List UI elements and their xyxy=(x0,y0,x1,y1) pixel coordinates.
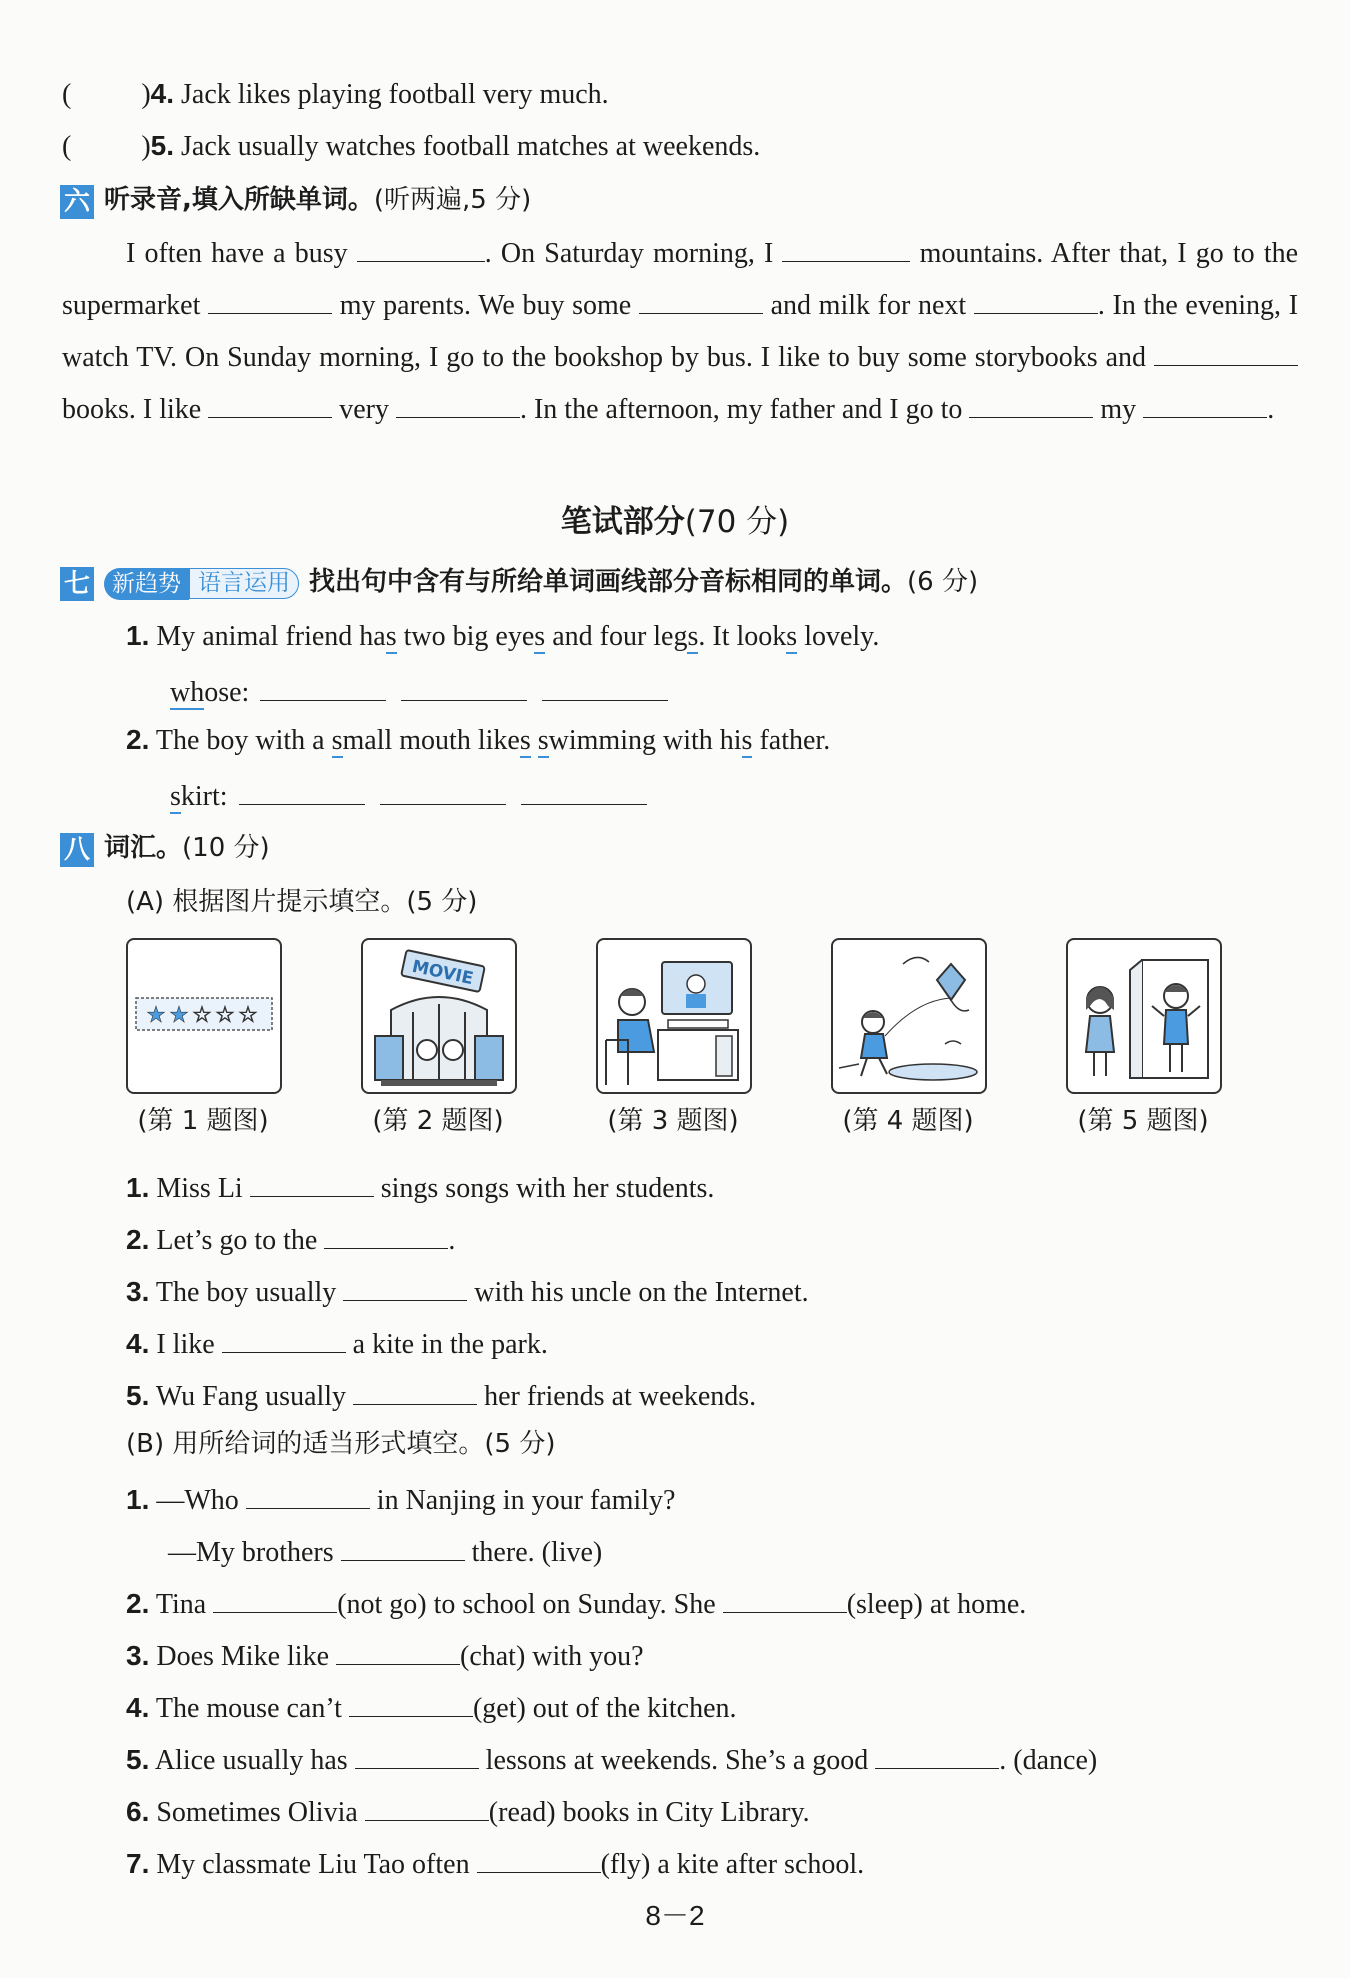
section-6-passage xyxy=(62,228,1298,436)
answer-blank[interactable] xyxy=(477,1842,601,1873)
section-7-heading xyxy=(60,562,978,602)
passage-text: mountains. After xyxy=(919,238,1110,269)
vocab-a-item-2 xyxy=(126,1218,455,1261)
answer-blank[interactable] xyxy=(213,1582,337,1613)
language-use-tag: 语言运用 xyxy=(189,568,299,599)
sentence-text: lovely. xyxy=(797,621,880,652)
item-text: with his uncle on the Internet. xyxy=(474,1277,809,1308)
underlined-letter: s xyxy=(534,621,546,652)
answer-blank[interactable] xyxy=(349,1686,473,1717)
girl-flying-kite-image xyxy=(833,940,985,1092)
item-number: 5. xyxy=(150,130,175,161)
boy-at-computer-image xyxy=(598,940,750,1092)
passage-text: and milk for xyxy=(770,290,911,321)
sentence-text xyxy=(531,725,538,756)
answer-blank[interactable] xyxy=(336,1634,460,1665)
paren-close: ) xyxy=(141,79,151,110)
vocab-a-item-3 xyxy=(126,1270,809,1313)
section-title: 听录音,填入所缺单词。 xyxy=(104,185,374,215)
item-text: lessons at weekends. She’s a good xyxy=(485,1745,869,1776)
item-text: Wu Fang usually xyxy=(155,1381,347,1412)
passage-text: next xyxy=(918,290,967,321)
item-text: Sometimes Olivia xyxy=(156,1797,358,1828)
item-number: 2. xyxy=(126,724,150,755)
answer-blank[interactable] xyxy=(969,387,1093,418)
item-text: —My brothers xyxy=(168,1537,334,1568)
answer-blank[interactable] xyxy=(723,1582,847,1613)
picture-5-visit xyxy=(1066,938,1222,1094)
item-text: Miss Li xyxy=(156,1173,243,1204)
answer-blank[interactable] xyxy=(343,1270,467,1301)
section-badge: 八 xyxy=(60,833,94,867)
paren-open: ( xyxy=(62,79,72,110)
item-text: (read) books in City Library. xyxy=(488,1797,810,1828)
item-number: 3. xyxy=(126,1640,150,1671)
underlined-letter: s xyxy=(786,621,798,652)
item-number: 4. xyxy=(150,78,175,109)
phonics-question-2 xyxy=(126,720,830,761)
picture-2-cinema xyxy=(361,938,517,1094)
section-badge: 七 xyxy=(60,567,94,601)
item-text: . (dance) xyxy=(999,1745,1098,1776)
picture-3-computer xyxy=(596,938,752,1094)
section-badge: 六 xyxy=(60,185,94,219)
phonics-question-1 xyxy=(126,616,879,657)
answer-blank[interactable] xyxy=(208,283,332,314)
answer-blank[interactable] xyxy=(222,1322,346,1353)
caption-5: (第 5 题图) xyxy=(1077,1106,1209,1136)
item-text: Alice usually has xyxy=(154,1745,348,1776)
caption-3: (第 3 题图) xyxy=(607,1106,739,1136)
key-word: ose: xyxy=(204,677,250,708)
answer-blank[interactable] xyxy=(365,1790,489,1821)
underlined-letter: s xyxy=(170,781,181,812)
answer-blank[interactable] xyxy=(239,774,365,805)
item-text: in Nanjing in your family? xyxy=(376,1485,676,1516)
item-number: 1. xyxy=(126,1484,150,1515)
section-score: (10 分) xyxy=(182,833,270,863)
underlined-letter: s xyxy=(331,725,343,756)
answer-blank[interactable] xyxy=(353,1374,477,1405)
cinema-image xyxy=(363,940,515,1092)
passage-text: my xyxy=(1100,394,1137,425)
answer-blank[interactable] xyxy=(974,283,1098,314)
sentence-text: father. xyxy=(752,725,831,756)
section-title: 词汇。 xyxy=(104,833,183,863)
item-text: Let’s go to the xyxy=(156,1225,318,1256)
item-text: Jack usually watches football matches at weekends. xyxy=(181,131,761,162)
item-number: 4. xyxy=(126,1328,150,1359)
answer-blank[interactable] xyxy=(380,774,506,805)
sentence-text: My animal friend ha xyxy=(156,621,386,652)
tf-item-5 xyxy=(62,126,760,167)
vocab-a-item-4 xyxy=(126,1322,548,1365)
svg-text:☆: ☆ xyxy=(238,1003,258,1028)
girls-at-door-image xyxy=(1068,940,1220,1092)
sentence-text: two big eye xyxy=(396,621,535,652)
answer-blank[interactable] xyxy=(401,670,527,701)
item-number: 4. xyxy=(126,1692,150,1723)
vocab-b-item-1-reply xyxy=(168,1530,602,1573)
item-text: Does Mike like xyxy=(156,1641,329,1672)
item-text: . xyxy=(448,1225,456,1256)
item-text: (fly) a kite after school. xyxy=(600,1849,865,1880)
passage-text: . In the afternoon, my father and I go to xyxy=(519,394,963,425)
written-part-title xyxy=(0,496,1350,541)
tf-item-4 xyxy=(62,74,609,115)
svg-text:★: ★ xyxy=(146,1003,166,1028)
answer-blank[interactable] xyxy=(355,1738,479,1769)
passage-text: that, I go to the supermarket xyxy=(62,238,1299,321)
underlined-letter: s xyxy=(385,621,397,652)
underlined-letter: s xyxy=(687,621,699,652)
sentence-text: The boy with a xyxy=(155,725,332,756)
passage-text: books. I like xyxy=(62,394,202,425)
item-text: her friends at weekends. xyxy=(484,1381,757,1412)
underlined-letter: s xyxy=(519,725,531,756)
passage-text: my parents. We buy some xyxy=(339,290,632,321)
vocab-b-item-3 xyxy=(126,1634,644,1677)
item-text: (sleep) at home. xyxy=(846,1589,1027,1620)
item-number: 2. xyxy=(126,1588,150,1619)
page-number: 8－2 xyxy=(645,1900,705,1931)
item-number: 6. xyxy=(126,1796,150,1827)
star-rating-image xyxy=(128,940,280,1092)
item-number: 3. xyxy=(126,1276,150,1307)
answer-blank[interactable] xyxy=(782,231,910,262)
answer-blank[interactable] xyxy=(1154,335,1298,366)
item-text: The mouse can’t xyxy=(155,1693,342,1724)
passage-text: . In the evening, I watch TV. On Sunday morning, I go to the bookshop xyxy=(62,290,1299,373)
written-title: 笔试部分 xyxy=(560,504,685,540)
item-number: 7. xyxy=(126,1848,150,1879)
part-b-instruction: (B) 用所给词的适当形式填空。(5 分) xyxy=(126,1429,556,1459)
sentence-text: mall mouth like xyxy=(342,725,520,756)
answer-blank[interactable] xyxy=(396,387,520,418)
item-number: 1. xyxy=(126,620,150,651)
vocab-b-item-1 xyxy=(126,1478,675,1521)
item-text: (get) out of the kitchen. xyxy=(472,1693,737,1724)
item-text: (not go) to school on Sunday. She xyxy=(337,1589,716,1620)
answer-blank[interactable] xyxy=(324,1218,448,1249)
vocab-b-item-7 xyxy=(126,1842,864,1885)
vocab-b-item-5 xyxy=(126,1738,1097,1781)
item-text: Jack likes playing football very much. xyxy=(181,79,609,110)
item-number: 2. xyxy=(126,1224,150,1255)
part-a-instruction: (A) 根据图片提示填空。(5 分) xyxy=(126,887,478,917)
answer-blank[interactable] xyxy=(246,1478,370,1509)
picture-1-stars xyxy=(126,938,282,1094)
section-score: (听两遍,5 分) xyxy=(373,185,532,215)
phonics-answer-1 xyxy=(170,670,668,713)
item-text: there. (live) xyxy=(471,1537,603,1568)
vocab-a-item-5 xyxy=(126,1374,756,1417)
passage-text: by bus. I like to buy some storybooks and xyxy=(670,342,1147,373)
answer-blank[interactable] xyxy=(521,774,647,805)
answer-blank[interactable] xyxy=(1143,387,1267,418)
sentence-text: and four leg xyxy=(545,621,688,652)
item-text: Tina xyxy=(155,1589,207,1620)
vocab-b-item-4 xyxy=(126,1686,737,1729)
paren-close: ) xyxy=(141,131,151,162)
item-number: 5. xyxy=(126,1380,150,1411)
phonics-answer-2 xyxy=(170,774,647,817)
item-number: 5. xyxy=(126,1744,150,1775)
item-text: a kite in the park. xyxy=(352,1329,548,1360)
item-text: (chat) with you? xyxy=(460,1641,644,1672)
movie-sign: MOVIE xyxy=(410,956,475,990)
item-number: 1. xyxy=(126,1172,150,1203)
answer-blank[interactable] xyxy=(341,1530,465,1561)
written-score: (70 分) xyxy=(684,504,790,540)
answer-blank[interactable] xyxy=(357,231,485,262)
passage-text: I often have a busy xyxy=(126,238,348,269)
caption-4: (第 4 题图) xyxy=(842,1106,974,1136)
caption-2: (第 2 题图) xyxy=(372,1106,504,1136)
svg-text:☆: ☆ xyxy=(215,1003,235,1028)
underlined-letter: wh xyxy=(170,677,205,708)
answer-blank[interactable] xyxy=(639,283,763,314)
item-text: My classmate Liu Tao often xyxy=(156,1849,470,1880)
passage-text: very xyxy=(339,394,389,425)
answer-blank[interactable] xyxy=(250,1166,374,1197)
underlined-letter: s xyxy=(741,725,753,756)
trend-tag: 新趋势 xyxy=(104,568,189,600)
underlined-letter: s xyxy=(537,725,549,756)
passage-text: . xyxy=(1267,394,1275,425)
item-text: I like xyxy=(156,1329,215,1360)
answer-blank[interactable] xyxy=(260,670,386,701)
item-text: —Who xyxy=(156,1485,239,1516)
answer-blank[interactable] xyxy=(875,1738,999,1769)
passage-text: . On Saturday morning, I xyxy=(484,238,774,269)
sentence-text: wimming with hi xyxy=(548,725,742,756)
sentence-text: . It look xyxy=(698,621,787,652)
svg-text:☆: ☆ xyxy=(192,1003,212,1028)
answer-blank[interactable] xyxy=(542,670,668,701)
paren-open: ( xyxy=(62,131,72,162)
picture-4-kite xyxy=(831,938,987,1094)
key-word: kirt: xyxy=(180,781,228,812)
caption-1: (第 1 题图) xyxy=(137,1106,269,1136)
section-8-heading xyxy=(60,828,270,868)
answer-blank[interactable] xyxy=(208,387,332,418)
section-6-heading xyxy=(60,180,531,220)
vocab-b-item-2 xyxy=(126,1582,1026,1625)
vocab-a-item-1 xyxy=(126,1166,714,1209)
item-text: sings songs with her students. xyxy=(380,1173,715,1204)
vocab-b-item-6 xyxy=(126,1790,810,1833)
item-text: The boy usually xyxy=(155,1277,337,1308)
section-title: 找出句中含有与所给单词画线部分音标相同的单词。 xyxy=(309,567,908,597)
svg-text:★: ★ xyxy=(169,1003,189,1028)
section-score: (6 分) xyxy=(907,567,979,597)
